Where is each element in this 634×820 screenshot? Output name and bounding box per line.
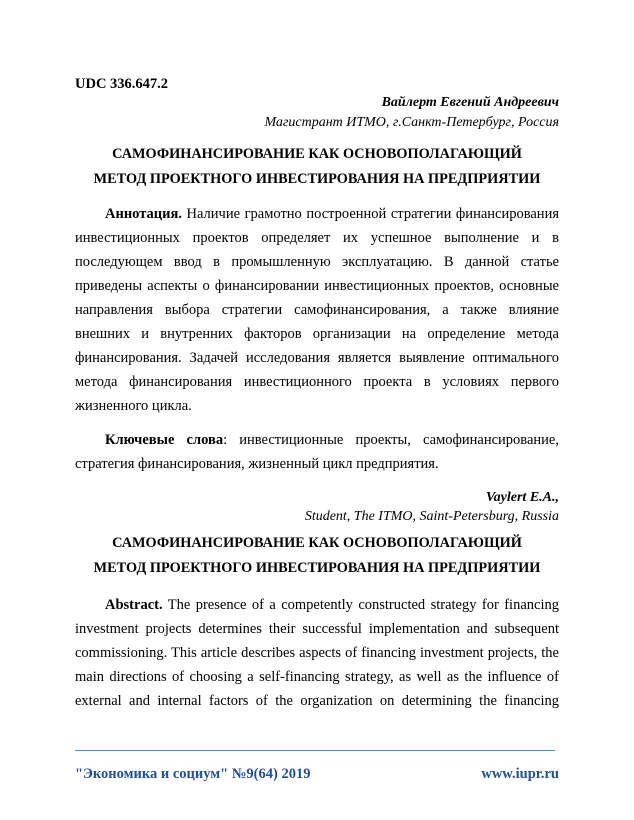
abstract-line: внешних и внутренних факторов организации на определение метода <box>75 326 559 342</box>
keywords-ru <box>75 428 559 476</box>
abstract-line: инвестиционных проектов определяет их успешное выполнение и в <box>75 230 559 246</box>
footer-divider <box>75 750 555 751</box>
article-title-en <box>75 531 559 581</box>
author-name-en: Vaylert E.A., <box>485 490 559 505</box>
title-line: МЕТОД ПРОЕКТНОГО ИНВЕСТИРОВАНИЯ НА ПРЕДПРИЯТИИ <box>93 171 541 187</box>
author-affiliation-en: Student, The ITMO, Saint-Petersburg, Russia <box>304 509 559 524</box>
title-line: МЕТОД ПРОЕКТНОГО ИНВЕСТИРОВАНИЯ НА ПРЕДПРИЯТИИ <box>93 560 541 576</box>
footer-website-link[interactable]: www.iupr.ru <box>481 766 559 782</box>
abstract-line: main directions of choosing a self-financing strategy, as well as the influence of <box>75 669 559 685</box>
abstract-line: Abstract. The presence of a competently constructed strategy for financing <box>105 597 559 613</box>
footer-journal: "Экономика и социум" №9(64) 2019 <box>75 766 311 782</box>
abstract-line: жизненного цикла. <box>75 398 192 414</box>
abstract-line: investment projects determines their successful implementation and subsequent <box>75 621 559 637</box>
author-affiliation-ru: Магистрант ИТМО, г.Санкт-Петербург, Россия <box>264 115 559 130</box>
abstract-line: приведены аспекты о финансировании инвестиционных проектов, основные <box>75 278 559 294</box>
abstract-line: Аннотация. Наличие грамотно построенной стратегии финансирования <box>105 206 559 222</box>
abstract-line: commissioning. This article describes aspects of financing investment projects, the <box>75 645 559 661</box>
author-name-ru: Вайлерт Евгений Андреевич <box>381 95 559 110</box>
abstract-en <box>75 593 559 713</box>
title-line: САМОФИНАНСИРОВАНИЕ КАК ОСНОВОПОЛАГАЮЩИЙ <box>112 535 522 551</box>
abstract-label: Аннотация. <box>105 206 182 222</box>
udc-code: UDC 336.647.2 <box>75 76 169 92</box>
keywords-line: Ключевые слова: инвестиционные проекты, самофинансирование, <box>105 432 559 448</box>
title-line: САМОФИНАНСИРОВАНИЕ КАК ОСНОВОПОЛАГАЮЩИЙ <box>112 146 522 162</box>
abstract-line: метода финансирования инвестиционного проекта в условиях первого <box>75 374 559 390</box>
abstract-ru <box>75 202 559 418</box>
abstract-line: направления выбора стратегии самофинансирования, а также влияние <box>75 302 559 318</box>
abstract-line: external and internal factors of the organization on determining the financing <box>75 693 559 709</box>
article-title-ru <box>75 142 559 192</box>
abstract-label: Abstract. <box>105 597 163 613</box>
keywords-label: Ключевые слова <box>105 432 224 448</box>
abstract-line: последующем ввод в промышленную эксплуатацию. В данной статье <box>75 254 559 270</box>
keywords-line: стратегия финансирования, жизненный цикл предприятия. <box>75 456 439 472</box>
abstract-line: финансирования. Задачей исследования является выявление оптимального <box>75 350 559 366</box>
